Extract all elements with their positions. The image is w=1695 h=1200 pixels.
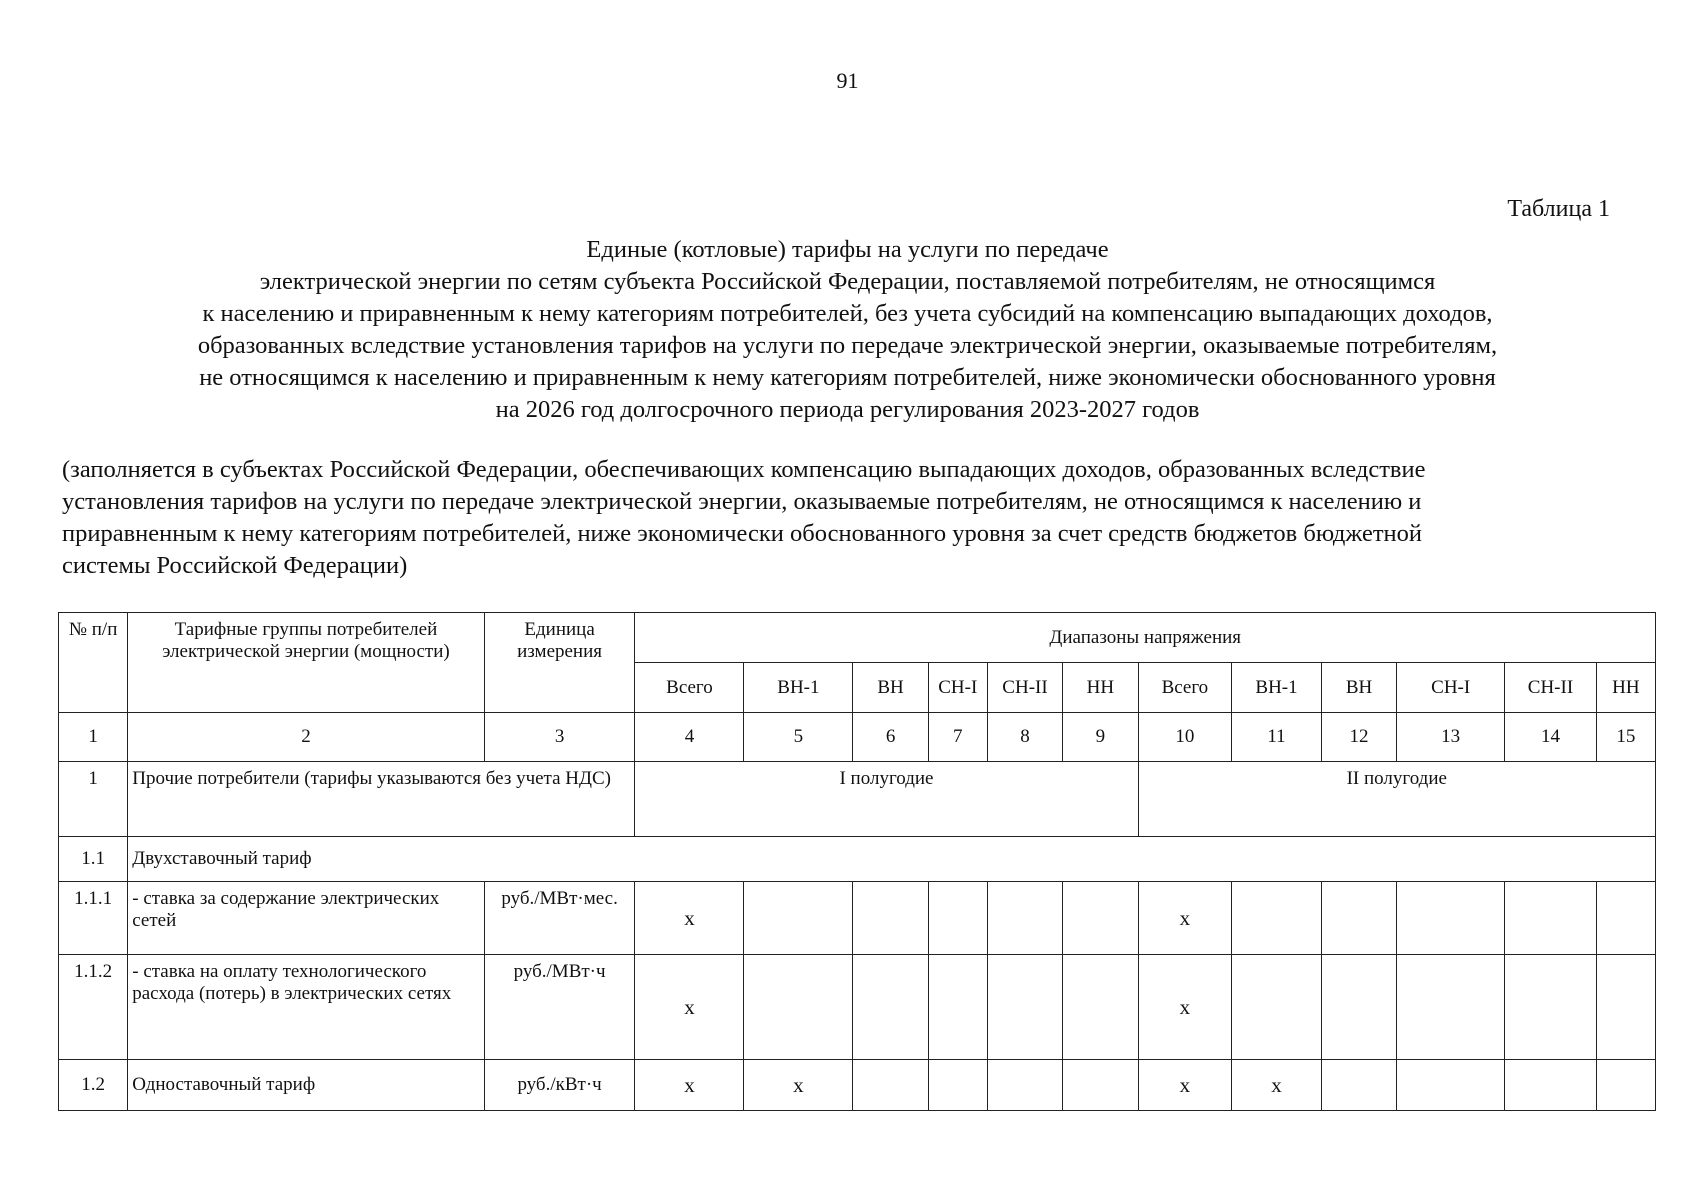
row-number: 1.2: [59, 1060, 128, 1111]
table-cell: [1063, 955, 1138, 1060]
row-number: 1: [59, 762, 128, 837]
row-name: Прочие потребители (тарифы указываются без учета НДС): [128, 762, 635, 837]
table-cell: [853, 955, 928, 1060]
column-number: 3: [484, 713, 635, 762]
header-row: [59, 613, 1656, 663]
column-number: 14: [1505, 713, 1597, 762]
column-number: 5: [744, 713, 853, 762]
header-group: Тарифные группы потребителей электрической энергии (мощности): [128, 613, 484, 713]
document-note: [62, 454, 1647, 582]
voltage-col-header: ВН: [853, 663, 928, 713]
row-unit: руб./кВт·ч: [484, 1060, 635, 1111]
column-number: 9: [1063, 713, 1138, 762]
row-number: 1.1: [59, 837, 128, 882]
table-cell: [1063, 882, 1138, 955]
table-label: Таблица 1: [1507, 196, 1610, 222]
table-cell: [928, 1060, 987, 1111]
header-num: № п/п: [59, 613, 128, 713]
table-cell: [987, 1060, 1062, 1111]
table-cell: [853, 882, 928, 955]
column-number: 15: [1596, 713, 1655, 762]
row-name: Одноставочный тариф: [128, 1060, 484, 1111]
table-cell: [1505, 955, 1597, 1060]
row-number: 1.1.1: [59, 882, 128, 955]
note-line: установления тарифов на услуги по передаче электрической энергии, оказываемые потребителям, не относящимся к населению и: [62, 488, 1422, 515]
table-cell: [1321, 955, 1396, 1060]
table-cell: [1063, 1060, 1138, 1111]
column-number: 6: [853, 713, 928, 762]
table-cell: [1397, 1060, 1505, 1111]
voltage-col-header: Всего: [1138, 663, 1232, 713]
title-line: электрической энергии по сетям субъекта Российской Федерации, поставляемой потребителям, не относящимся: [259, 268, 1436, 295]
table-cell: [1397, 955, 1505, 1060]
table-cell: [1596, 1060, 1655, 1111]
document-title: [85, 234, 1610, 426]
column-number: 2: [128, 713, 484, 762]
table-cell: [853, 1060, 928, 1111]
row-unit: руб./МВт·мес.: [484, 882, 635, 955]
table-cell: х: [635, 882, 744, 955]
table-cell: [1505, 1060, 1597, 1111]
row-unit: руб./МВт·ч: [484, 955, 635, 1060]
table-cell: [928, 955, 987, 1060]
table-cell: х: [1138, 1060, 1232, 1111]
page-number: 91: [836, 68, 859, 93]
column-number: 12: [1321, 713, 1396, 762]
table-row: [59, 955, 1656, 1060]
table-row: [59, 1060, 1656, 1111]
voltage-col-header: НН: [1063, 663, 1138, 713]
title-line: на 2026 год долгосрочного периода регулирования 2023-2027 годов: [495, 396, 1200, 423]
voltage-col-header: СН-II: [1505, 663, 1597, 713]
column-number-row: [59, 713, 1656, 762]
table-cell: [928, 882, 987, 955]
header-voltage-ranges: Диапазоны напряжения: [635, 613, 1656, 663]
table-cell: х: [1138, 955, 1232, 1060]
table-cell: х: [1138, 882, 1232, 955]
table-cell: [1505, 882, 1597, 955]
title-line: не относящимся к населению и приравненным к нему категориям потребителей, ниже экономически обоснованного уровня: [199, 364, 1496, 391]
tariff-table: [58, 612, 1656, 1111]
voltage-col-header: ВН-1: [744, 663, 853, 713]
row-name: - ставка за содержание электрических сетей: [128, 882, 484, 955]
column-number: 4: [635, 713, 744, 762]
table-cell: [987, 955, 1062, 1060]
table-cell: [1397, 882, 1505, 955]
row-name: - ставка на оплату технологического расхода (потерь) в электрических сетях: [128, 955, 484, 1060]
table-cell: х: [635, 955, 744, 1060]
table-cell: х: [744, 1060, 853, 1111]
title-line: к населению и приравненным к нему категориям потребителей, без учета субсидий на компенсацию выпадающих доходов,: [202, 300, 1493, 327]
table-cell: [1596, 882, 1655, 955]
table-cell: х: [635, 1060, 744, 1111]
column-number: 7: [928, 713, 987, 762]
header-unit: Единица измерения: [484, 613, 635, 713]
table-cell: [1232, 882, 1322, 955]
table-row: [59, 882, 1656, 955]
title-line: образованных вследствие установления тарифов на услуги по передаче электрической энергии, оказываемые потребителям,: [197, 332, 1498, 359]
table-row: [59, 762, 1656, 837]
table-cell: [744, 882, 853, 955]
column-number: 13: [1397, 713, 1505, 762]
table-row: [59, 837, 1656, 882]
title-line: Единые (котловые) тарифы на услуги по передаче: [586, 236, 1109, 263]
half-year-1: I полугодие: [635, 762, 1138, 837]
voltage-col-header: НН: [1596, 663, 1655, 713]
note-line: (заполняется в субъектах Российской Федерации, обеспечивающих компенсацию выпадающих доходов, образованных вследствие: [62, 456, 1426, 483]
column-number: 1: [59, 713, 128, 762]
table-cell: [987, 882, 1062, 955]
voltage-col-header: ВН: [1321, 663, 1396, 713]
table-cell: [744, 955, 853, 1060]
voltage-col-header: ВН-1: [1232, 663, 1322, 713]
half-year-2: II полугодие: [1138, 762, 1655, 837]
column-number: 10: [1138, 713, 1232, 762]
row-name: Двухставочный тариф: [128, 837, 1656, 882]
column-number: 8: [987, 713, 1062, 762]
table-cell: [1321, 1060, 1396, 1111]
column-number: 11: [1232, 713, 1322, 762]
voltage-col-header: Всего: [635, 663, 744, 713]
row-number: 1.1.2: [59, 955, 128, 1060]
voltage-col-header: СН-I: [928, 663, 987, 713]
note-line: системы Российской Федерации): [62, 552, 408, 579]
voltage-col-header: СН-II: [987, 663, 1062, 713]
table-cell: [1596, 955, 1655, 1060]
note-line: приравненным к нему категориям потребителей, ниже экономически обоснованного уровня за счет средств бюджетов бюджетной: [62, 520, 1423, 547]
table-cell: [1321, 882, 1396, 955]
voltage-col-header: СН-I: [1397, 663, 1505, 713]
table-cell: [1232, 955, 1322, 1060]
table-cell: х: [1232, 1060, 1322, 1111]
